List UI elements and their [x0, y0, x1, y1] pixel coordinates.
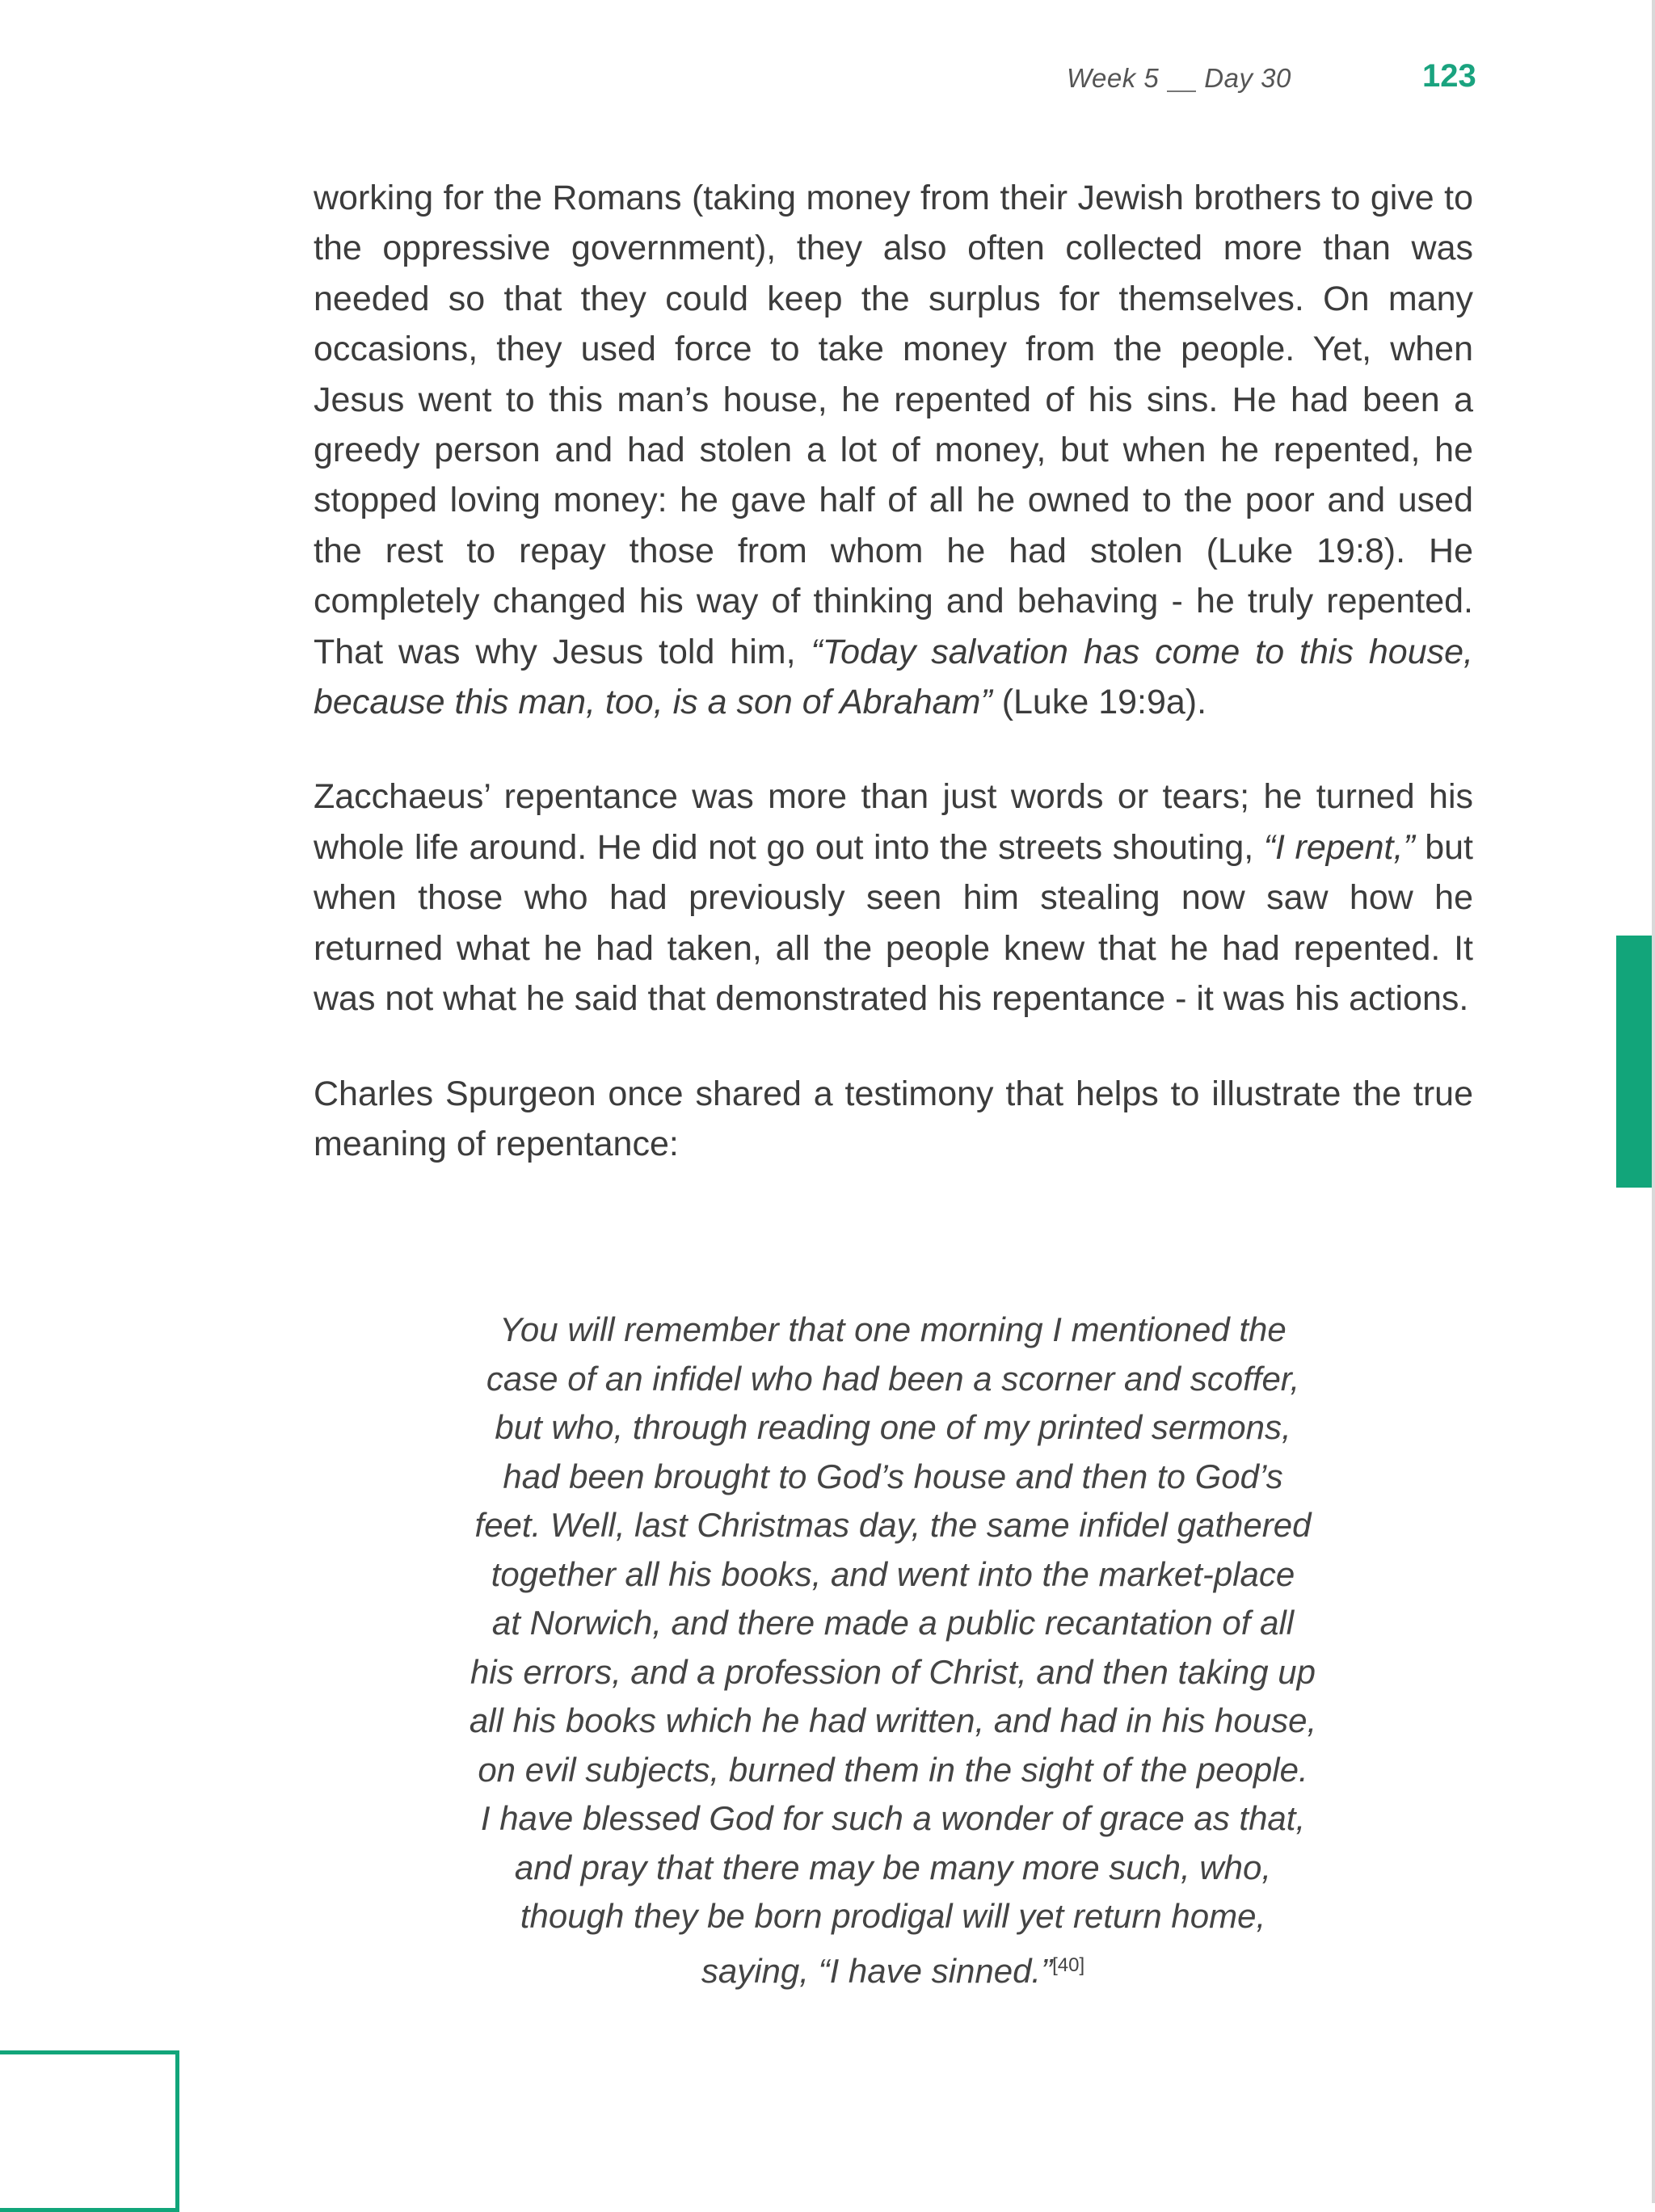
quote-line: You will remember that one morning I mentioned the [499, 1310, 1287, 1348]
section-side-tab [1616, 936, 1652, 1188]
quote-line: feet. Well, last Christmas day, the same infidel gathered [474, 1506, 1312, 1544]
quote-line: all his books which he had written, and had in his house, [469, 1701, 1317, 1739]
paragraph-3: Charles Spurgeon once shared a testimony that helps to illustrate the true meaning of repentance: [314, 1074, 1473, 1163]
paragraph-1-ref: (Luke 19:9a). [992, 683, 1207, 722]
quote-line: his errors, and a profession of Christ, and then taking up [470, 1652, 1316, 1691]
paragraph-2-text-a: Zacchaeus’ repentance was more than just words or tears; he turned his whole life around. He did not go out into the streets shouting, [314, 777, 1473, 867]
week-label: Week 5 [1067, 63, 1160, 93]
paragraph-2 [314, 772, 1473, 1024]
page-edge [1652, 0, 1655, 2203]
quote-line: on evil subjects, burned them in the sight of the people. [478, 1750, 1308, 1789]
paragraph-1 [314, 173, 1473, 727]
page-number: 123 [1422, 58, 1476, 94]
quote-line: case of an infidel who had been a scorner and scoffer, [486, 1359, 1300, 1398]
quote-line: and pray that there may be many more such, who, [514, 1848, 1272, 1886]
header-separator [1167, 90, 1196, 92]
quote-last-text: saying, “I have sinned.” [701, 1951, 1053, 1990]
paragraph-2-quote: “I repent,” [1263, 827, 1415, 867]
corner-frame-decoration [0, 2050, 179, 2212]
quote-line: at Norwich, and there made a public recantation of all [491, 1604, 1295, 1642]
paragraph-1-text: working for the Romans (taking money from their Jewish brothers to give to the oppressive government), they also often collected more than was needed so that they could keep the surplus for themselves. On many occasions, they used force to take money from the people. Yet, when Jesus went to this man’s house, he repented of his sins. He had been a greedy person and had stolen a lot of money, but when he repented, he stopped loving money: he gave half of all he owned to the poor and used the rest to repay those from whom he had stolen (Luke 19:8). He completely changed his way of thinking and behaving - he truly repented. That was why Jesus told him, [314, 179, 1473, 671]
quote-line: together all his books, and went into the market-place [491, 1554, 1295, 1593]
quote-line: but who, through reading one of my printed sermons, [495, 1408, 1291, 1446]
footnote-marker: [40] [1052, 1953, 1085, 1976]
quote-line: though they be born prodigal will yet return home, [520, 1897, 1266, 1935]
quote-last-line [404, 1941, 1382, 1996]
paragraph-2-text-b: but when those who had previously seen him stealing now saw how he returned what he had taken, all the people knew that he had repented. It was not what he said that demonstrated his repentance - it was his actions. [314, 827, 1474, 1019]
block-quote [404, 1306, 1382, 1995]
quote-line: had been brought to God’s house and then to God’s [503, 1457, 1283, 1495]
running-head [1067, 63, 1291, 94]
body-text [314, 173, 1473, 1169]
day-label: Day 30 [1204, 63, 1291, 93]
paragraph-1-quote: “Today salvation has come to this house, because this man, too, is a son of Abraham” [314, 632, 1473, 722]
quote-line: I have blessed God for such a wonder of grace as that, [480, 1799, 1306, 1837]
